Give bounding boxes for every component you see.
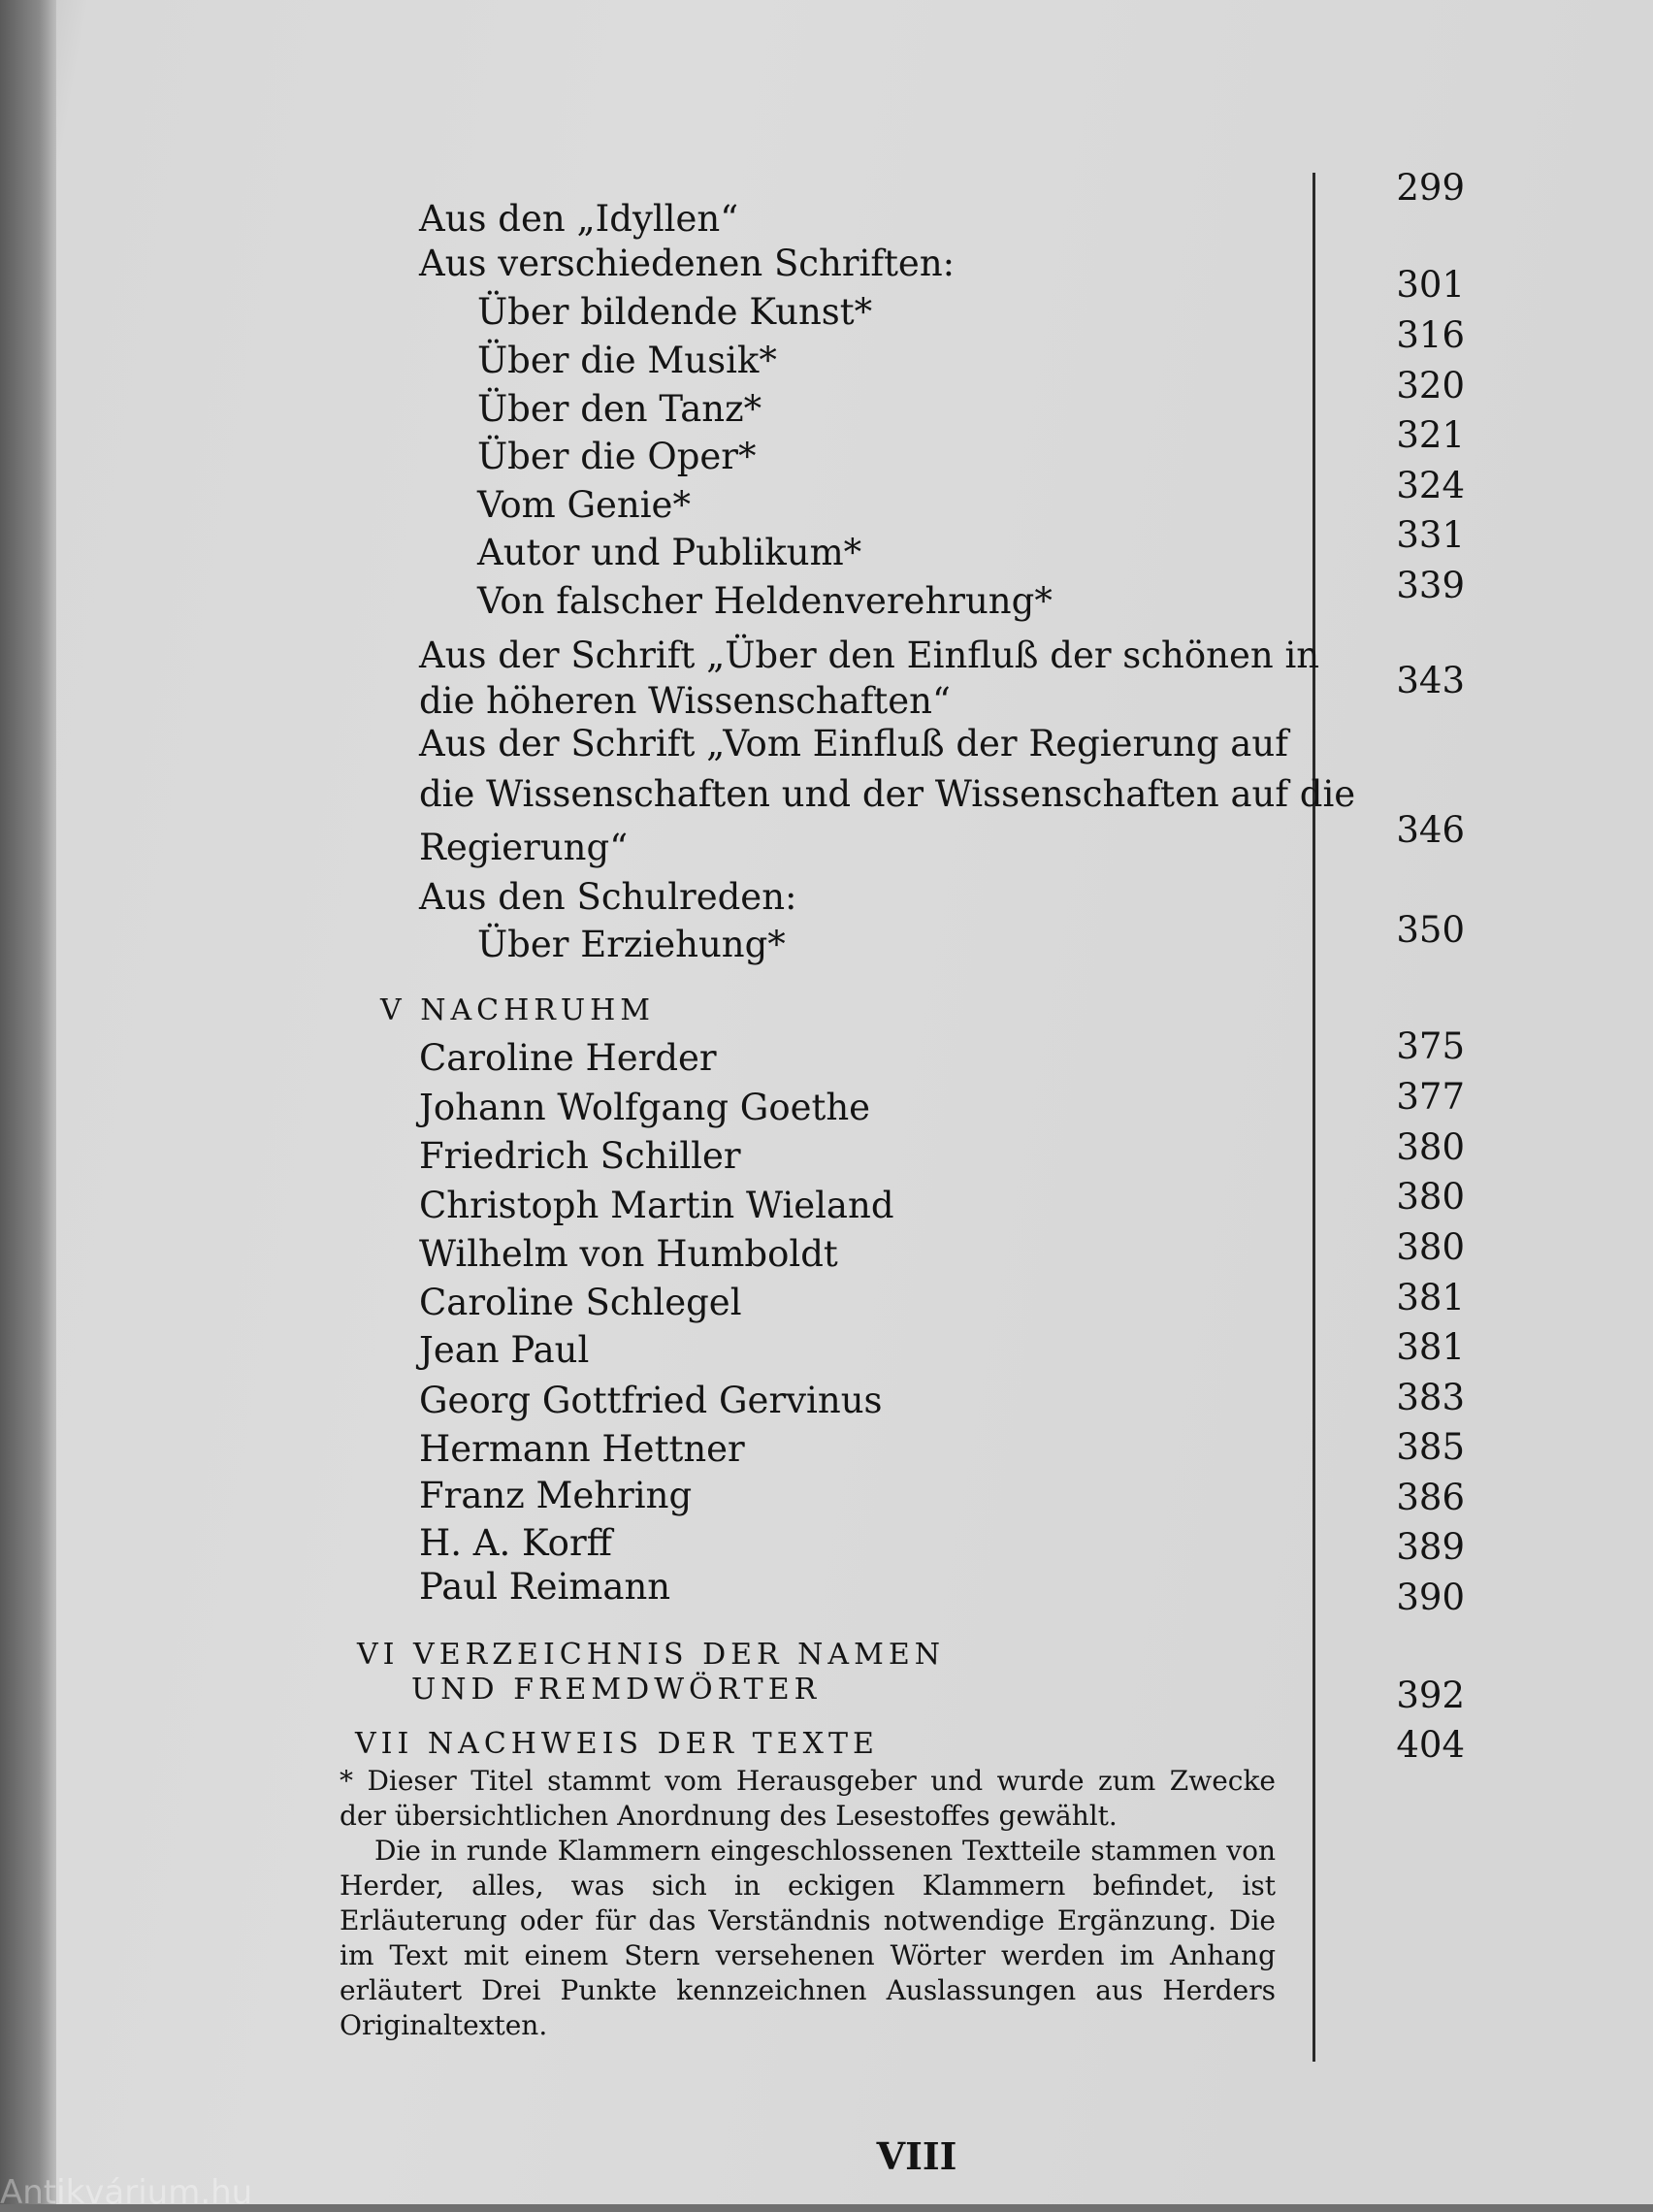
section-heading: V NACHRUHM xyxy=(380,993,655,1027)
footnote-editorial-note: Die in runde Klammern eingeschlossenen Textteile stammen von Herder, alles, was sich in eckigen Klammern befindet, ist Erläuterung oder für das Verständnis notwendige Ergänzung. Die im Text mit einem Stern versehenen Wörter werden im Anhang erläutert Drei Punkte kennzeichnen Auslassungen aus Herders Originaltexten. xyxy=(340,1835,1276,2041)
toc-page-number: 350 xyxy=(1396,909,1465,951)
toc-entry: Caroline Schlegel xyxy=(419,1282,742,1323)
toc-entry: Über die Oper* xyxy=(477,436,757,477)
watermark: Antikvárium.hu xyxy=(0,2173,253,2212)
toc-entry: Christoph Martin Wieland xyxy=(419,1185,894,1226)
toc-entry: Aus den „Idyllen“ xyxy=(419,198,739,240)
toc-page-number: 383 xyxy=(1396,1377,1465,1418)
toc-page-number: 380 xyxy=(1396,1176,1465,1218)
section-heading: VII NACHWEIS DER TEXTE xyxy=(355,1727,879,1761)
toc-entry: Franz Mehring xyxy=(419,1475,693,1516)
toc-entry: Autor und Publikum* xyxy=(477,532,862,573)
page-binding-edge xyxy=(0,0,56,2204)
toc-page-number: 381 xyxy=(1396,1326,1465,1368)
toc-page-number: 346 xyxy=(1396,809,1465,851)
toc-page-number: 316 xyxy=(1396,314,1465,356)
toc-page-number: 301 xyxy=(1396,264,1465,306)
toc-page-number: 380 xyxy=(1396,1126,1465,1168)
toc-entry: Jean Paul xyxy=(419,1329,590,1371)
section-heading: VI VERZEICHNIS DER NAMEN xyxy=(357,1638,945,1672)
toc-page-number: 377 xyxy=(1396,1076,1465,1118)
toc-page-number: 320 xyxy=(1396,365,1465,407)
toc-entry: Paul Reimann xyxy=(419,1566,671,1608)
toc-page-number: 321 xyxy=(1396,414,1465,456)
toc-page-number: 390 xyxy=(1396,1577,1465,1618)
footnote-asterisk-note: * Dieser Titel stammt vom Herausgeber und wurde zum Zwecke der übersichtlichen Anordnung des Lesestoffes gewählt. xyxy=(340,1765,1276,1832)
toc-entry: Friedrich Schiller xyxy=(419,1135,741,1177)
toc-entry: Aus der Schrift „Über den Einfluß der schönen in xyxy=(419,634,1320,676)
toc-entry: Hermann Hettner xyxy=(419,1428,745,1470)
page-folio: VIII xyxy=(876,2134,957,2178)
toc-entry: Über die Musik* xyxy=(477,340,777,381)
toc-page-number: 375 xyxy=(1396,1025,1465,1067)
toc-entry: Wilhelm von Humboldt xyxy=(419,1233,838,1275)
toc-page-number: 339 xyxy=(1396,565,1465,606)
toc-page-number: 324 xyxy=(1396,465,1465,506)
toc-entry: Johann Wolfgang Goethe xyxy=(419,1087,871,1128)
toc-entry: Caroline Herder xyxy=(419,1037,717,1079)
toc-page-number: 299 xyxy=(1396,167,1465,209)
toc-entry: Über bildende Kunst* xyxy=(477,291,873,333)
toc-entry-continuation: die Wissenschaften und der Wissenschaften auf die xyxy=(419,773,1356,815)
page-number-column-rule xyxy=(1313,173,1315,2062)
footnote xyxy=(340,1764,1276,2043)
toc-page-number: 380 xyxy=(1396,1226,1465,1268)
toc-page-number: 331 xyxy=(1396,514,1465,556)
toc-page-number: 404 xyxy=(1396,1724,1465,1766)
toc-entry: Georg Gottfried Gervinus xyxy=(419,1380,883,1421)
toc-page-number: 389 xyxy=(1396,1526,1465,1568)
toc-page-number: 381 xyxy=(1396,1277,1465,1318)
toc-entry: Aus der Schrift „Vom Einfluß der Regierung auf xyxy=(419,723,1288,764)
toc-entry-continuation: Regierung“ xyxy=(419,827,629,868)
toc-entry: Über den Tanz* xyxy=(477,388,762,430)
toc-entry: Von falscher Heldenverehrung* xyxy=(477,580,1053,622)
toc-entry: Vom Genie* xyxy=(477,484,691,526)
toc-entry: Aus verschiedenen Schriften: xyxy=(419,243,956,284)
toc-entry: Über Erziehung* xyxy=(477,924,786,965)
toc-page-number: 392 xyxy=(1396,1675,1465,1716)
section-heading-continuation: UND FREMDWÖRTER xyxy=(411,1673,822,1707)
toc-page-number: 386 xyxy=(1396,1477,1465,1518)
toc-entry: H. A. Korff xyxy=(419,1522,612,1564)
toc-page-number: 343 xyxy=(1396,660,1465,701)
toc-entry: Aus den Schulreden: xyxy=(419,876,797,918)
toc-page-number: 385 xyxy=(1396,1426,1465,1468)
toc-entry-continuation: die höheren Wissenschaften“ xyxy=(419,680,951,722)
